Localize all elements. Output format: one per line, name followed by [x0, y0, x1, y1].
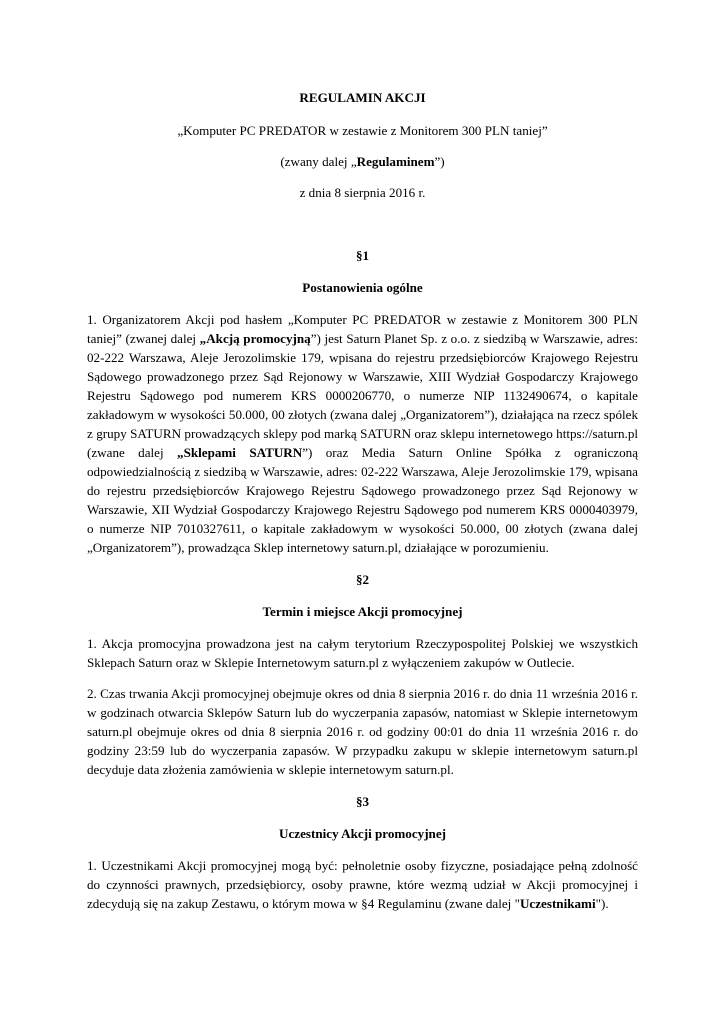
s3p1-text-a: 1. Uczestnikami Akcji promocyjnej mogą być: pełnoletnie osoby fizyczne, posiadające pełną zdolność do czynności prawnych, przedsiębiorcy, osoby prawne, które wezmą udział w Akcji promocyjnej i zdecydują się na zakup Zestawu, o którym mowa w §4 Regulaminu (zwane dalej " — [87, 858, 638, 911]
section-2-title: Termin i miejsce Akcji promocyjnej — [262, 604, 463, 619]
document-title: REGULAMIN AKCJI — [299, 90, 426, 105]
alias-prefix: (zwany dalej „ — [280, 154, 357, 169]
document-subtitle: „Komputer PC PREDATOR w zestawie z Monitorem 300 PLN taniej” — [177, 123, 548, 138]
s1p1-text-e: ”) oraz Media Saturn Online Spółka z ograniczoną odpowiedzialnością z siedzibą w Warszawie, adres: 02-222 Warszawa, Aleje Jerozolimskie 179, wpisana do rejestru przedsiębiorców Krajowego Rejestru Sądowego prowadzonego przez Sąd Rejonowy w Warszawie, XII Wydział Gospodarczy Krajowego Rejestru Sądowego pod numerem KRS 0000403979, o numerze NIP 7010327611, o kapitale zakładowym w wysokości 50.000, 00 złotych (zwana dalej „Organizatorem”), prowadząca Sklep internetowy saturn.pl, działające w porozumieniu. — [87, 445, 638, 555]
section-1-title: Postanowienia ogólne — [302, 280, 423, 295]
s1p1-bold-sklepy: „Sklepami SATURN — [177, 445, 303, 460]
alias-bold: Regulaminem — [356, 154, 435, 169]
section-3-title: Uczestnicy Akcji promocyjnej — [278, 826, 447, 841]
alias-suffix: ”) — [434, 154, 445, 169]
section-1-paragraph-1 — [87, 310, 638, 557]
s1p1-text-c: ”) jest Saturn Planet Sp. z o.o. z siedzibą w Warszawie, adres: 02-222 Warszawa, Aleje Jerozolimskie 179, wpisana do rejestru przedsiębiorców Krajowego Rejestru Sądowego prowadzonego przez Sąd Rejonowy w Warszawie, XIII Wydział Gospodarczy Krajowego Rejestru Sądowego pod numerem KRS 0000206770, o numerze NIP 1132490674, o kapitale zakładowym w wysokości 50.000, 00 złotych (zwana dalej „Organizatorem”), działająca na rzecz spólek z grupy SATURN prowadzących sklepy pod marką SATURN oraz sklepu internetowego https://saturn.pl (zwane dalej — [87, 331, 639, 460]
section-3-number: §3 — [355, 794, 370, 809]
section-1-number: §1 — [355, 248, 370, 263]
section-2-paragraph-1: 1. Akcja promocyjna prowadzona jest na całym terytorium Rzeczypospolitej Polskiej we wszystkich Sklepach Saturn oraz w Sklepie Internetowym saturn.pl z wyłączeniem zakupów w Outlecie. — [87, 636, 638, 670]
section-2-paragraph-2: 2. Czas trwania Akcji promocyjnej obejmuje okres od dnia 8 sierpnia 2016 r. do dnia 11 września 2016 r. w godzinach otwarcia Sklepów Saturn lub do wyczerpania zapasów, natomiast w Sklepie internetowym saturn.pl obejmuje okres od dnia 8 sierpnia 2016 r. od godziny 00:01 do dnia 11 września 2016 r. do godziny 23:59 lub do wyczerpania zapasów. W przypadku zakupu w sklepie internetowym saturn.pl decyduje data złożenia zamówienia w sklepie internetowym saturn.pl. — [87, 686, 638, 777]
s1p1-bold-akcja: „Akcją promocyjną — [199, 331, 311, 346]
document-alias-line — [87, 152, 638, 171]
s1p1-text-a: 1. Organizatorem Akcji pod hasłem „Komputer PC PREDATOR w zestawie z Monitorem 300 PLN taniej” (zwanej dalej — [87, 312, 638, 346]
section-3-paragraph-1 — [87, 856, 638, 913]
s3p1-bold-uczestnicy: Uczestnikami — [519, 896, 596, 911]
document-page — [87, 80, 638, 913]
section-2-number: §2 — [355, 572, 370, 587]
document-date: z dnia 8 sierpnia 2016 r. — [299, 185, 426, 200]
s3p1-text-c: "). — [595, 896, 609, 911]
